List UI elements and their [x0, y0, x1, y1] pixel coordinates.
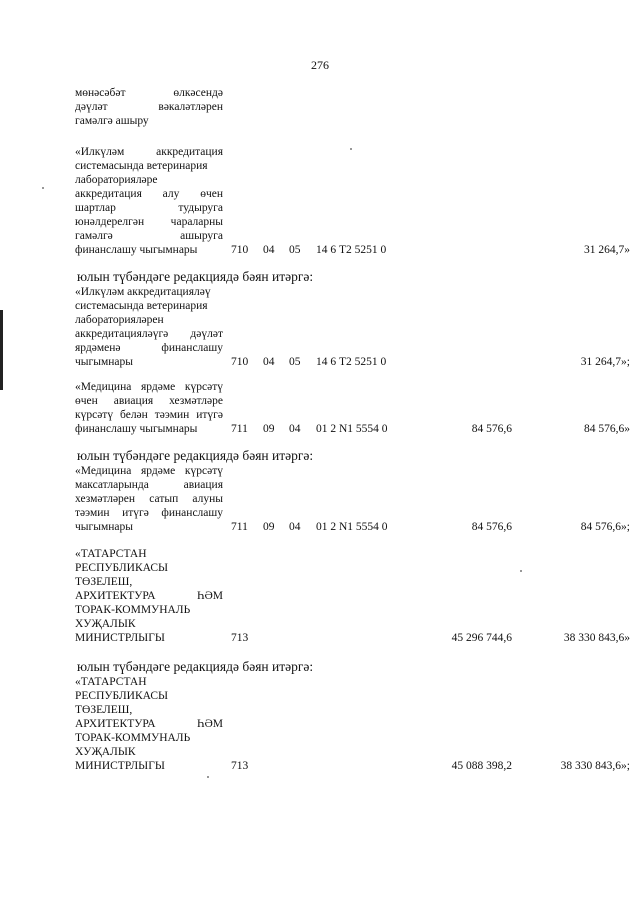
- text-line: мөнәсәбәт өлкәсендә: [75, 87, 223, 99]
- subsection-code: 05: [289, 244, 301, 256]
- text-line: күрсәтү белән тәэмин итүгә: [75, 409, 223, 421]
- text-line: аккредитацияләүгә дәүләт: [75, 328, 223, 340]
- text-line: «Медицина ярдәме күрсәтү: [75, 465, 223, 477]
- amount-2: 31 264,7»;: [580, 356, 630, 368]
- amount-2: 84 576,6»: [584, 423, 630, 435]
- text-line: «Илкүләм аккредитацияләү: [75, 286, 211, 298]
- text-line: системасында ветеринария: [75, 300, 208, 312]
- amount-1: 84 576,6: [471, 423, 512, 435]
- amount-2: 38 330 843,6»: [563, 632, 630, 644]
- budget-row-original: [75, 547, 630, 645]
- budget-row-original: [75, 145, 630, 257]
- amendment-intro: юлын түбәндәге редакциядә бәян итәргә:: [77, 448, 314, 463]
- amount-2: 84 576,6»;: [580, 521, 630, 533]
- text-line: «Илкүләм аккредитация: [75, 146, 223, 158]
- text-line: РЕСПУБЛИКАСЫ: [75, 690, 169, 702]
- budget-row-amended: [75, 285, 630, 369]
- ministry-code: 711: [231, 521, 248, 533]
- amount-2: 31 264,7»: [584, 244, 630, 256]
- text-line: ТӨЗЕЛЕШ,: [75, 576, 133, 588]
- text-line: МИНИСТРЛЫГЫ: [75, 760, 165, 772]
- amount-1: 84 576,6: [471, 521, 512, 533]
- text-line: хезмәтләрен сатып алуны: [75, 493, 223, 505]
- text-line: «Медицина ярдәме күрсәтү: [75, 381, 223, 393]
- ministry-code: 711: [231, 423, 248, 435]
- text-line: системасында ветеринария: [75, 160, 208, 172]
- text-line: «ТАТАРСТАН: [75, 676, 147, 688]
- text-line: МИНИСТРЛЫГЫ: [75, 632, 165, 644]
- ministry-code: 710: [231, 356, 249, 368]
- text-line: гамәлгә ашыру: [75, 115, 149, 127]
- text-line: аккредитация алу өчен: [75, 188, 223, 200]
- text-line: ХУҖАЛЫК: [75, 746, 136, 758]
- target-article-code: 14 6 Т2 5251 0: [316, 356, 387, 368]
- text-line: АРХИТЕКТУРА ҺӘМ: [75, 718, 223, 730]
- text-line: юнәлдерелгән чараларны: [75, 216, 223, 228]
- budget-row-original: [75, 380, 630, 436]
- amendment-intro: юлын түбәндәге редакциядә бәян итәргә:: [77, 269, 314, 284]
- target-article-code: 14 6 Т2 5251 0: [316, 244, 387, 256]
- text-line: «ТАТАРСТАН: [75, 548, 147, 560]
- text-line: гамәлгә ашыруга: [75, 230, 223, 242]
- text-line: чыгымнары: [75, 521, 133, 533]
- amount-2: 38 330 843,6»;: [560, 760, 630, 772]
- text-line: дәүләт вәкаләтләрен: [75, 101, 223, 113]
- amendment-intro: юлын түбәндәге редакциядә бәян итәргә:: [77, 659, 314, 674]
- section-code: 04: [263, 356, 275, 368]
- text-line: лабораторияләрен: [75, 314, 164, 326]
- subsection-code: 04: [289, 423, 301, 435]
- target-article-code: 01 2 N1 5554 0: [316, 521, 388, 533]
- section-code: 04: [263, 244, 275, 256]
- text-line: шартлар тудыруга: [75, 202, 223, 214]
- ministry-code: 713: [231, 760, 249, 772]
- scan-speck: [42, 187, 44, 189]
- margin-scan-mark: [0, 310, 3, 390]
- budget-row-amended: [75, 464, 630, 534]
- subsection-code: 05: [289, 356, 301, 368]
- text-line: тәэмин итүгә финанслашу: [75, 507, 223, 519]
- text-line: өчен авиация хезмәтләре: [75, 395, 223, 407]
- text-line: ТОРАК-КОММУНАЛЬ: [75, 732, 191, 744]
- text-line: ярдәменә финанслашу: [75, 342, 223, 354]
- text-line: ТӨЗЕЛЕШ,: [75, 704, 133, 716]
- text-line: АРХИТЕКТУРА ҺӘМ: [75, 590, 223, 602]
- text-line: РЕСПУБЛИКАСЫ: [75, 562, 169, 574]
- subsection-code: 04: [289, 521, 301, 533]
- section-code: 09: [263, 423, 275, 435]
- ministry-code: 710: [231, 244, 249, 256]
- section-code: 09: [263, 521, 275, 533]
- text-line: ХУҖАЛЫК: [75, 618, 136, 630]
- page-number: 276: [311, 58, 329, 72]
- budget-row-amended: [75, 675, 630, 773]
- text-line: максатларында авиация: [75, 479, 223, 491]
- text-line: финанслашу чыгымнары: [75, 244, 198, 256]
- ministry-code: 713: [231, 632, 249, 644]
- continuation-block: [75, 86, 630, 128]
- amount-1: 45 088 398,2: [451, 760, 512, 772]
- text-line: финанслашу чыгымнары: [75, 423, 198, 435]
- amount-1: 45 296 744,6: [451, 632, 512, 644]
- target-article-code: 01 2 N1 5554 0: [316, 423, 388, 435]
- text-line: ТОРАК-КОММУНАЛЬ: [75, 604, 191, 616]
- text-line: чыгымнары: [75, 356, 133, 368]
- scan-speck: [207, 776, 209, 778]
- text-line: лабораторияләре: [75, 174, 158, 186]
